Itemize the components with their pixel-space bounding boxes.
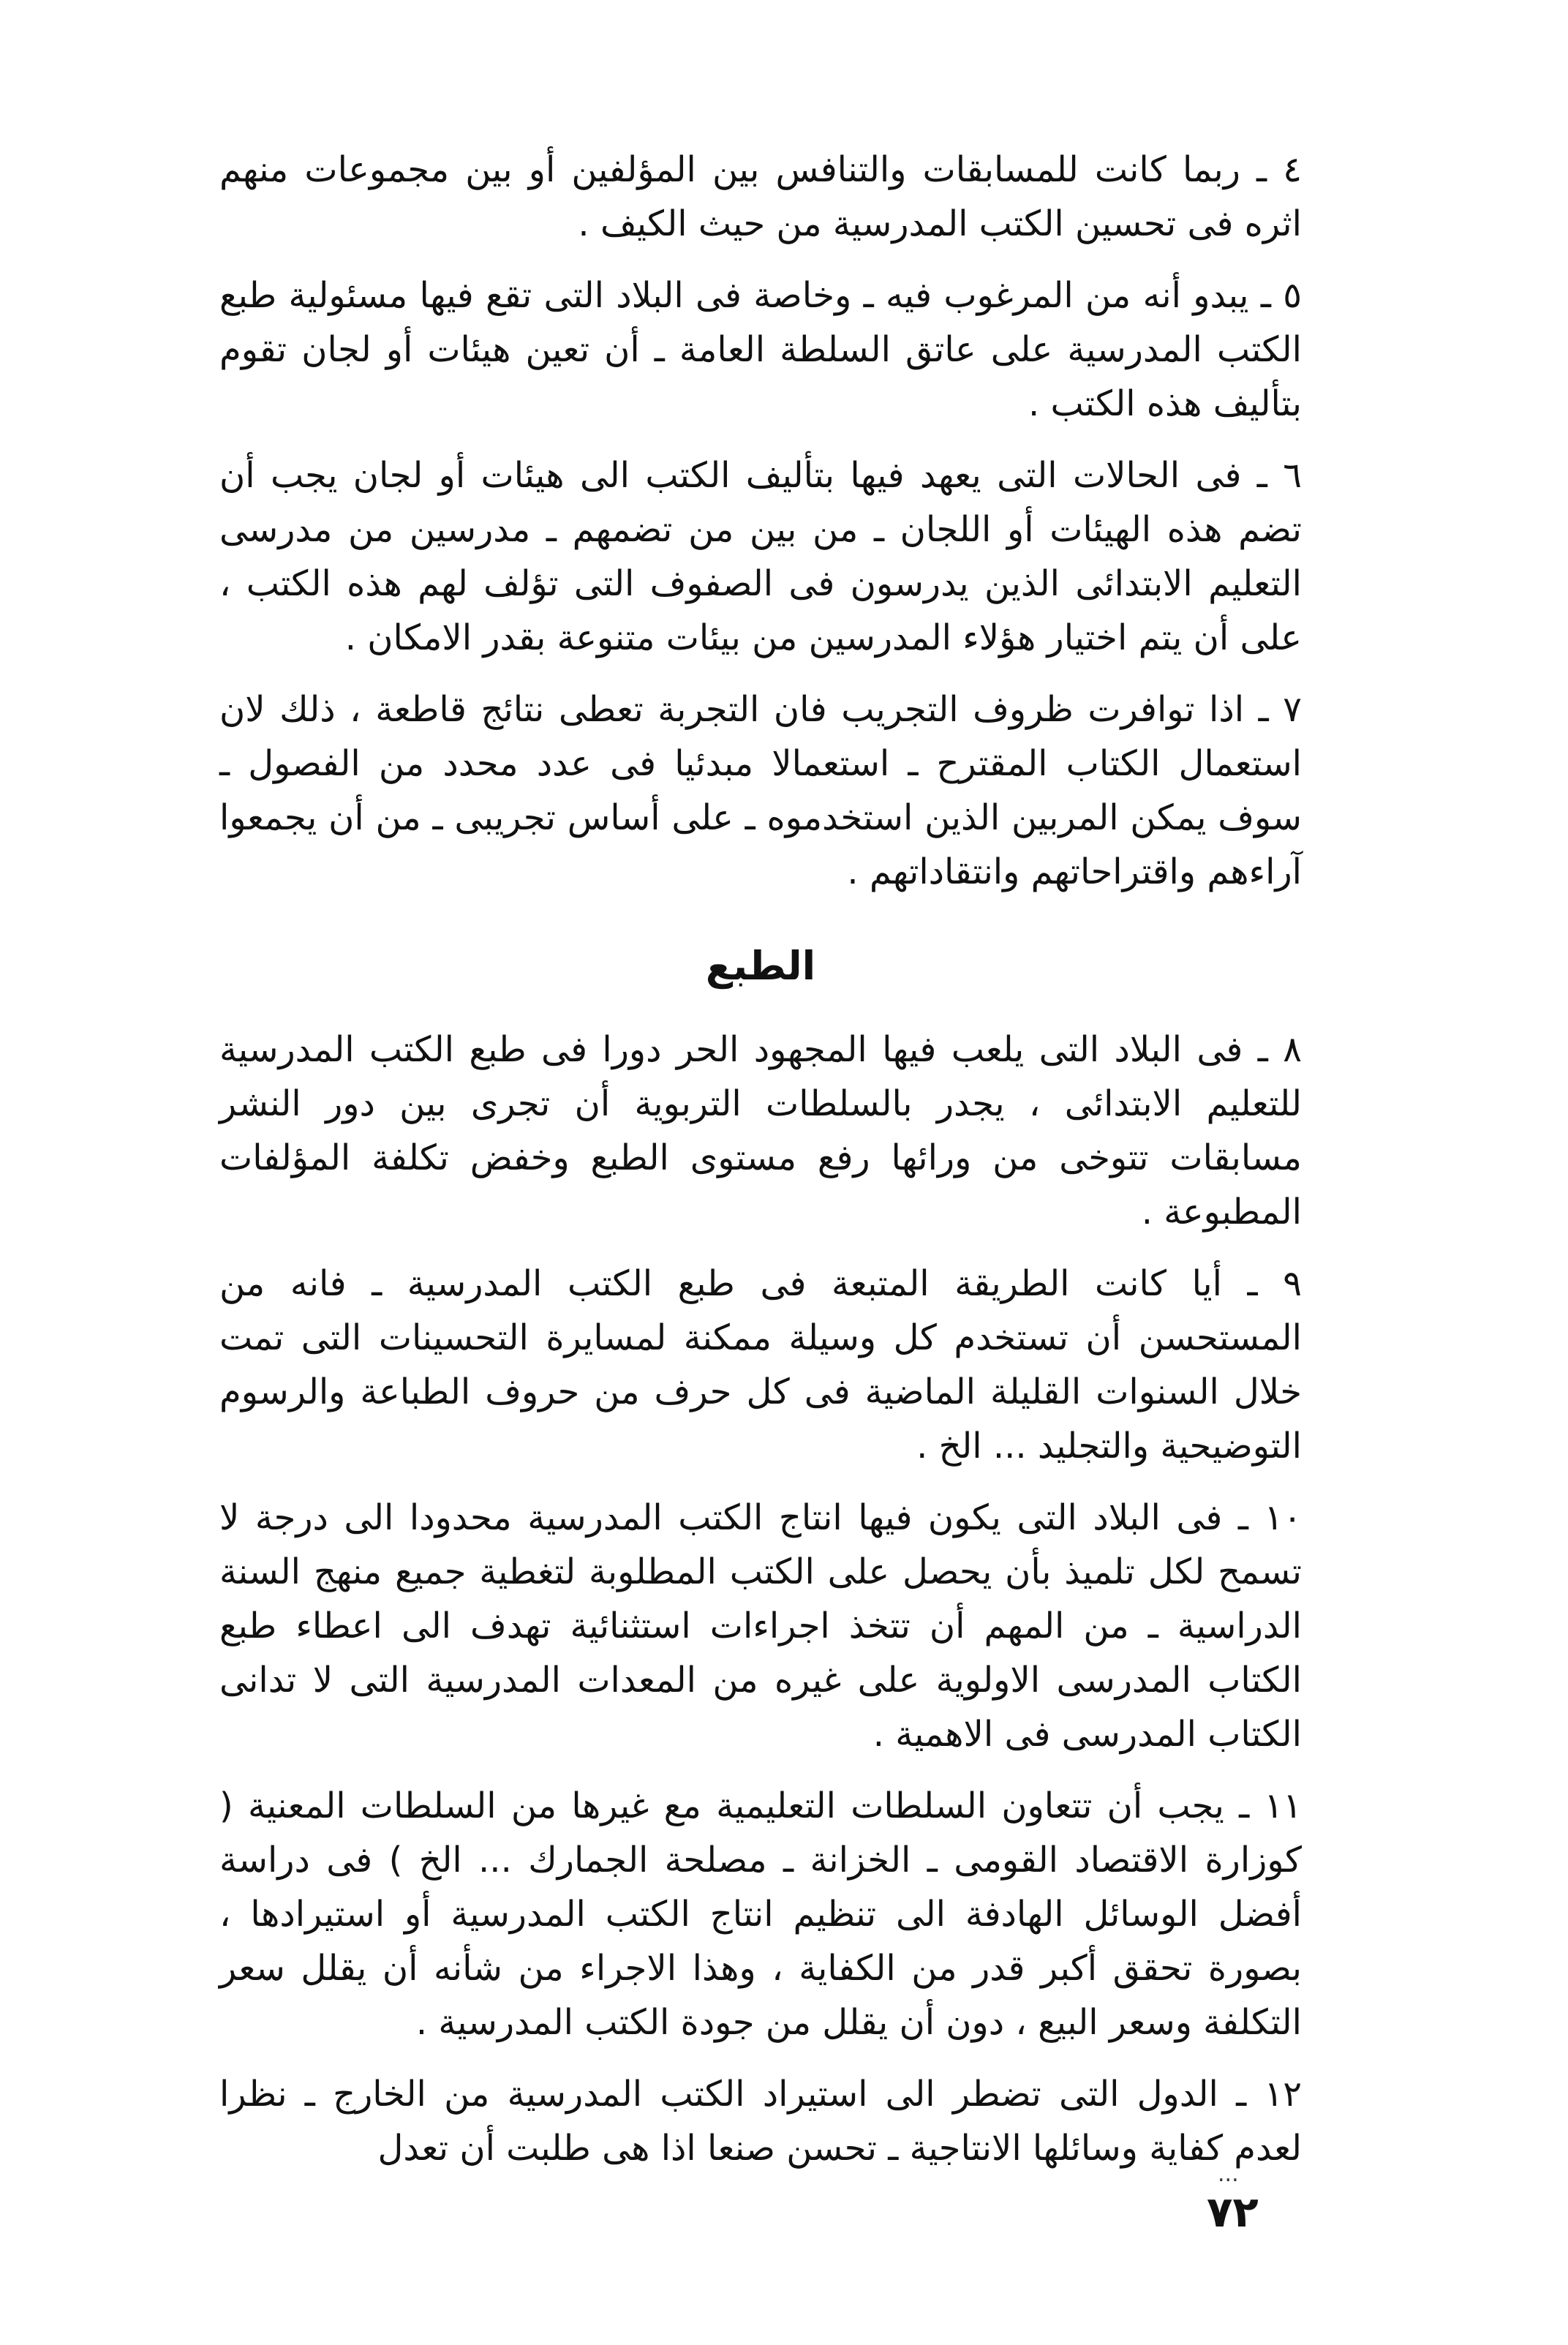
section-heading: الطبع — [705, 943, 816, 989]
paragraph-7: ٧ ـ اذا توافرت ظروف التجريب فان التجربة تعطى نتائج قاطعة ، ذلك لان استعمال الكتاب المقترح ـ استعمالا مبدئيا فى عدد محدد من الفصول ـ سوف يمكن المربين الذين استخدموه ـ على أساس تجريبى ـ من أن يجمعوا آراءهم واقتراحاتهم وانتقاداتهم . — [219, 689, 1302, 892]
paragraph-9: ٩ ـ أيا كانت الطريقة المتبعة فى طبع الكتب المدرسية ـ فانه من المستحسن أن تستخدم كل وسيلة ممكنة لمسايرة التحسينات التى تمت خلال السنوات القليلة الماضية فى كل حرف من حروف الطباعة والرسوم التوضيحية والتجليد ... الخ . — [219, 1263, 1302, 1467]
page-body — [219, 143, 1302, 2193]
continuation-dots: ... — [1218, 2161, 1239, 2187]
paragraph-5: ٥ ـ يبدو أنه من المرغوب فيه ـ وخاصة فى البلاد التى تقع فيها مسئولية طبع الكتب المدرسية على عاتق السلطة العامة ـ أن تعين هيئات أو لجان تقوم بتأليف هذه الكتب . — [219, 275, 1302, 424]
paragraph-12: ١٢ ـ الدول التى تضطر الى استيراد الكتب المدرسية من الخارج ـ نظرا لعدم كفاية وسائلها الانتاجية ـ تحسن صنعا اذا هى طلبت أن تعدل — [219, 2074, 1302, 2169]
paragraph-6: ٦ ـ فى الحالات التى يعهد فيها بتأليف الكتب الى هيئات أو لجان يجب أن تضم هذه الهيئات أو اللجان ـ من بين من تضمهم ـ مدرسين من مدرسى التعليم الابتدائى الذين يدرسون فى الصفوف التى تؤلف لهم هذه الكتب ، على أن يتم اختيار هؤلاء المدرسين من بيئات متنوعة بقدر الامكان . — [219, 455, 1302, 658]
page-number: ٧٢ — [1207, 2187, 1259, 2237]
paragraph-10: ١٠ ـ فى البلاد التى يكون فيها انتاج الكتب المدرسية محدودا الى درجة لا تسمح لكل تلميذ بأن يحصل على الكتب المطلوبة لتغطية جميع منهج السنة الدراسية ـ من المهم أن تتخذ اجراءات استثنائية تهدف الى اعطاء طبع الكتاب المدرسى الاولوية على غيره من المعدات المدرسية التى لا تدانى الكتاب المدرسى فى الاهمية . — [219, 1497, 1302, 1755]
paragraph-4: ٤ ـ ربما كانت للمسابقات والتنافس بين المؤلفين أو بين مجموعات منهم اثره فى تحسين الكتب المدرسية من حيث الكيف . — [219, 149, 1302, 244]
paragraph-8: ٨ ـ فى البلاد التى يلعب فيها المجهود الحر دورا فى طبع الكتب المدرسية للتعليم الابتدائى ، يجدر بالسلطات التربوية أن تجرى بين دور النشر مسابقات تتوخى من ورائها رفع مستوى الطبع وخفض تكلفة المؤلفات المطبوعة . — [219, 1029, 1302, 1232]
paragraph-11: ١١ ـ يجب أن تتعاون السلطات التعليمية مع غيرها من السلطات المعنية ( كوزارة الاقتصاد القومى ـ الخزانة ـ مصلحة الجمارك ... الخ ) فى دراسة أفضل الوسائل الهادفة الى تنظيم انتاج الكتب المدرسية أو استيرادها ، بصورة تحقق أكبر قدر من الكفاية ، وهذا الاجراء من شأنه أن يقلل سعر التكلفة وسعر البيع ، دون أن يقلل من جودة الكتب المدرسية . — [219, 1785, 1302, 2043]
